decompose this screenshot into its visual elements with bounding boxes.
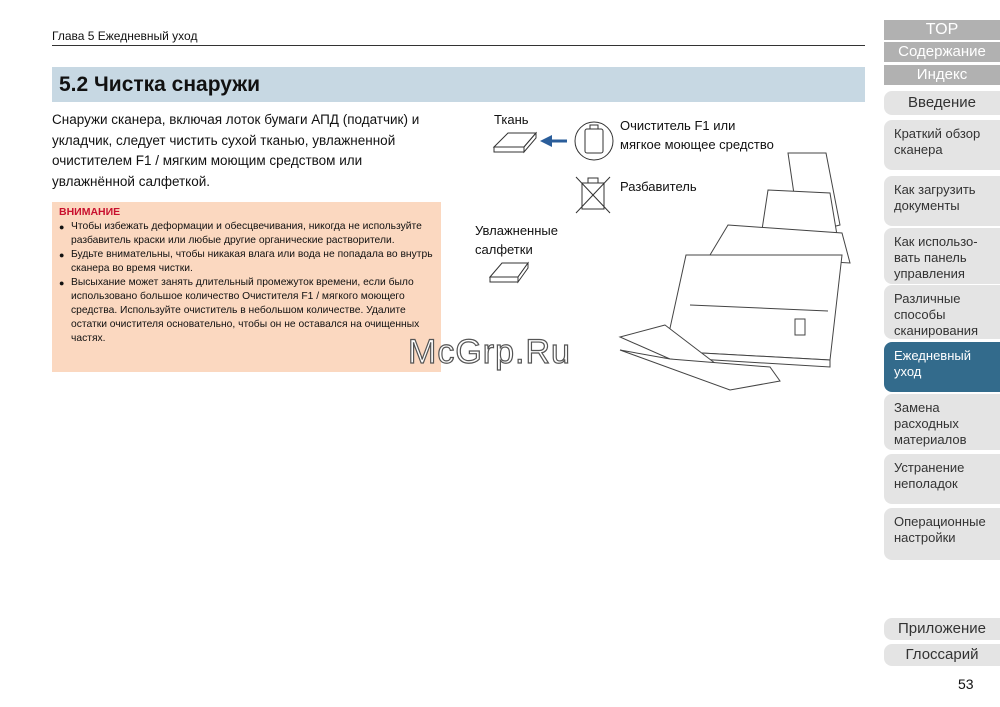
- wipes-label-line1: Увлажненные: [475, 223, 558, 238]
- caution-item: ● Высыхание может занять длительный промежуток времени, если было использовано большое количество Очистителя F1 / мягкого моющего средства. Используйте очиститель в небольшом количестве. Удалите остатки очистителя основательно, чтобы он не оставался на очищенных частях.: [59, 276, 435, 346]
- caution-title: ВНИМАНИЕ: [59, 206, 121, 218]
- nav-item-label: Замена: [894, 400, 940, 415]
- nav-item-label: Как загрузить: [894, 182, 976, 197]
- nav-item-scanner-overview[interactable]: [884, 120, 1000, 170]
- nav-contents-link[interactable]: Содержание: [884, 42, 1000, 62]
- arrow-icon: [540, 135, 567, 147]
- intro-line: очистителем F1 / мягким моющим средством или: [52, 153, 363, 168]
- cloth-label: Ткань: [494, 112, 529, 127]
- nav-item-label: расходных: [894, 416, 959, 431]
- page-number: 53: [958, 676, 974, 692]
- nav-item-operator-panel[interactable]: [884, 228, 1000, 284]
- wipes-label-line2: салфетки: [475, 242, 533, 257]
- nav-item-label: управления: [894, 266, 965, 281]
- nav-item-label: Как использо-: [894, 234, 978, 249]
- nav-item-label: настройки: [894, 530, 956, 545]
- nav-item-consumables[interactable]: [884, 394, 1000, 450]
- nav-item-label: Устранение: [894, 460, 965, 475]
- thinner-label: Разбавитель: [620, 179, 697, 194]
- nav-item-scan-methods[interactable]: [884, 285, 1000, 339]
- cleaner-bottle-icon: [575, 122, 613, 160]
- nav-item-load-documents[interactable]: [884, 176, 1000, 226]
- cleaner-label-line1: Очиститель F1 или: [620, 118, 736, 133]
- cleaner-label-line2: мягкое моющее средство: [620, 137, 774, 152]
- nav-item-label: материалов: [894, 432, 967, 447]
- nav-item-label: уход: [894, 364, 922, 379]
- intro-line: Снаружи сканера, включая лоток бумаги АПД (податчик) и: [52, 112, 420, 127]
- nav-item-label: сканера: [894, 142, 943, 157]
- section-title: 5.2 Чистка снаружи: [52, 67, 865, 102]
- watermark: McGrp.Ru: [408, 333, 571, 371]
- nav-item-label: вать панель: [894, 250, 967, 265]
- nav-intro-link[interactable]: Введение: [884, 91, 1000, 115]
- thinner-prohibited-icon: [576, 177, 610, 213]
- intro-paragraph: [52, 110, 447, 192]
- nav-item-daily-care[interactable]: [884, 342, 1000, 392]
- chapter-header: Глава 5 Ежедневный уход: [52, 29, 198, 43]
- nav-appendix-link[interactable]: Приложение: [884, 618, 1000, 640]
- cloth-icon: [494, 133, 536, 152]
- nav-item-operational-settings[interactable]: [884, 508, 1000, 560]
- intro-line: увлажнённой салфеткой.: [52, 173, 211, 189]
- nav-top-link[interactable]: TOP: [884, 20, 1000, 40]
- caution-list: [59, 220, 435, 346]
- nav-item-label: неполадок: [894, 476, 958, 491]
- nav-item-label: документы: [894, 198, 960, 213]
- wet-wipes-icon: [490, 263, 528, 282]
- nav-glossary-link[interactable]: Глоссарий: [884, 644, 1000, 666]
- caution-item: ● Будьте внимательны, чтобы никакая влага или вода не попадала во внутрь сканера во время чистки.: [59, 248, 435, 276]
- intro-line: укладчик, следует чистить сухой тканью, увлажненной: [52, 132, 396, 148]
- nav-item-troubleshooting[interactable]: [884, 454, 1000, 504]
- caution-item: ● Чтобы избежать деформации и обесцвечивания, никогда не используйте разбавитель краски или любые другие органические растворители.: [59, 220, 435, 248]
- nav-item-label: способы: [894, 307, 946, 322]
- nav-item-label: сканирования: [894, 323, 979, 338]
- nav-item-label: Ежедневный: [894, 348, 971, 363]
- nav-index-link[interactable]: Индекс: [884, 65, 1000, 85]
- header-divider: [52, 45, 865, 46]
- nav-item-label: Различные: [894, 291, 961, 306]
- caution-box: [52, 202, 441, 372]
- nav-item-label: Операционные: [894, 514, 986, 529]
- nav-item-label: Краткий обзор: [894, 126, 981, 141]
